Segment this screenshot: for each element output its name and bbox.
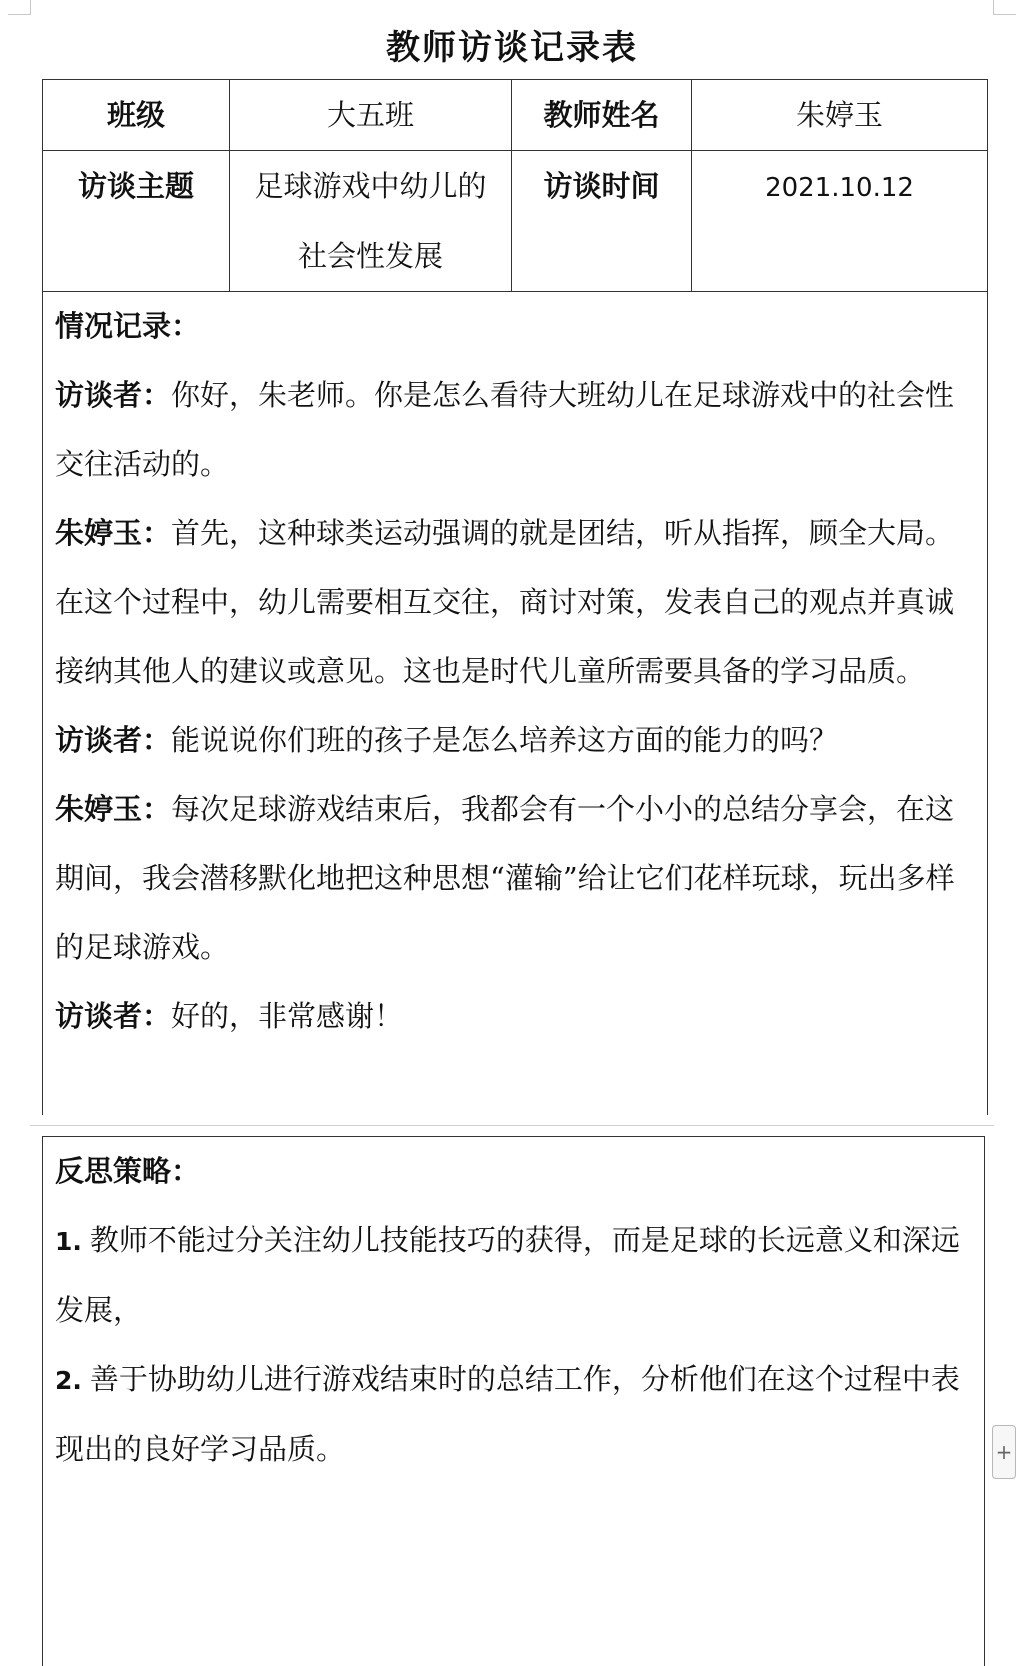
teacher-label-cell: [512, 80, 692, 151]
topic-label: 访谈主题: [77, 169, 194, 203]
teacher-value: 朱婷玉: [795, 98, 883, 132]
reflection-cell[interactable]: [42, 1136, 985, 1666]
record-entry: [55, 499, 975, 706]
reflection-item: [55, 1345, 972, 1484]
document-title: 教师访谈记录表: [386, 28, 638, 68]
time-value: 2021.10.12: [765, 173, 914, 203]
class-label: 班级: [106, 98, 165, 132]
topic-value-line2: 社会性发展: [297, 239, 443, 273]
class-value: 大五班: [326, 98, 414, 132]
entry-speaker: 朱婷玉：: [55, 516, 172, 550]
record-heading: 情况记录：: [55, 309, 201, 343]
entry-text: 好的，非常感谢！: [171, 999, 404, 1033]
time-value-cell[interactable]: [692, 151, 988, 292]
record-entry: [55, 982, 975, 1051]
class-value-cell[interactable]: [230, 80, 512, 151]
time-label-cell: [512, 151, 692, 292]
entry-speaker: 访谈者：: [55, 378, 172, 412]
record-entry: [55, 361, 975, 499]
teacher-label: 教师姓名: [543, 98, 660, 132]
entry-speaker: 访谈者：: [55, 999, 172, 1033]
reflection-item-text: 善于协助幼儿进行游戏结束时的总结工作，分析他们在这个过程中表现出的良好学习品质。: [55, 1362, 960, 1466]
record-cell[interactable]: [43, 292, 988, 1121]
entry-speaker: 访谈者：: [55, 723, 172, 757]
reflection-item-number: 2.: [55, 1366, 82, 1395]
reflection-heading: 反思策略：: [55, 1154, 201, 1188]
time-label: 访谈时间: [543, 169, 660, 203]
page-break: [0, 1115, 1024, 1135]
interview-record-table: [42, 79, 988, 1121]
page-break-line: [30, 1125, 994, 1126]
class-label-cell: [43, 80, 230, 151]
topic-value-line1: 足球游戏中幼儿的: [254, 169, 487, 203]
record-entry: [55, 775, 975, 982]
entry-text: 首先，这种球类运动强调的就是团结，听从指挥，顾全大局。在这个过程中，幼儿需要相互交往，商讨对策，发表自己的观点并真诚接纳其他人的建议或意见。这也是时代儿童所需要具备的学习品质。: [55, 516, 955, 688]
record-entry: [55, 706, 975, 775]
topic-label-cell: [43, 151, 230, 292]
page-corner-marker: [993, 0, 1016, 15]
entry-text: 能说说你们班的孩子是怎么培养这方面的能力的吗？: [171, 723, 839, 757]
teacher-value-cell[interactable]: [692, 80, 988, 151]
reflection-item: [55, 1206, 972, 1345]
entry-speaker: 朱婷玉：: [55, 792, 172, 826]
entry-text: 每次足球游戏结束后，我都会有一个小小的总结分享会，在这期间，我会潜移默化地把这种思想“灌输”给让它们花样玩球，玩出多样的足球游戏。: [55, 792, 955, 964]
page-corner-marker: [8, 0, 31, 15]
topic-value-cell[interactable]: [230, 151, 512, 292]
add-row-button[interactable]: +: [992, 1425, 1016, 1479]
reflection-item-text: 教师不能过分关注幼儿技能技巧的获得，而是足球的长远意义和深远发展，: [55, 1223, 960, 1327]
entry-text: 你好，朱老师。你是怎么看待大班幼儿在足球游戏中的社会性交往活动的。: [55, 378, 955, 481]
reflection-item-number: 1.: [55, 1227, 82, 1256]
